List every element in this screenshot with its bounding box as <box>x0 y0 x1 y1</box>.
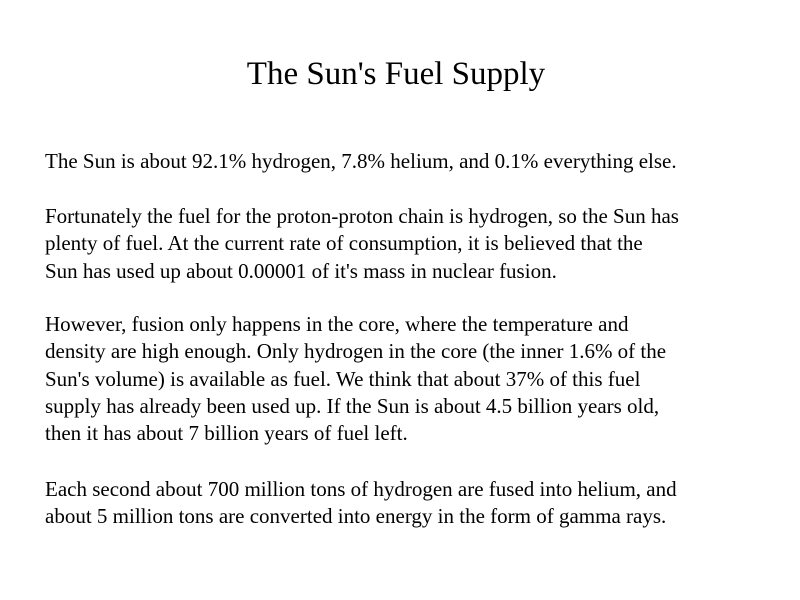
text-line: about 5 million tons are converted into energy in the form of gamma rays. <box>45 504 667 529</box>
text-line: Sun has used up about 0.00001 of it's mass in nuclear fusion. <box>45 258 557 283</box>
text-line: then it has about 7 billion years of fuel left. <box>45 421 408 446</box>
paragraph-composition <box>45 148 677 175</box>
paragraph-fusion-rate <box>45 476 677 531</box>
text-line: Each second about 700 million tons of hydrogen are fused into helium, and <box>45 477 677 501</box>
slide-title: The Sun's Fuel Supply <box>246 56 546 92</box>
text-line: However, fusion only happens in the core, where the temperature and <box>45 312 629 336</box>
text-line: plenty of fuel. At the current rate of consumption, it is believed that the <box>45 231 643 256</box>
paragraph-core-fusion <box>45 311 666 447</box>
text-line: Fortunately the fuel for the proton-proton chain is hydrogen, so the Sun has <box>45 204 679 228</box>
text-line: density are high enough. Only hydrogen in the core (the inner 1.6% of the <box>45 339 667 364</box>
text-line: The Sun is about 92.1% hydrogen, 7.8% helium, and 0.1% everything else. <box>45 149 677 173</box>
paragraph-fuel-consumption <box>45 203 679 285</box>
text-line: Sun's volume) is available as fuel. We think that about 37% of this fuel <box>45 366 641 391</box>
text-line: supply has already been used up. If the Sun is about 4.5 billion years old, <box>45 393 660 418</box>
